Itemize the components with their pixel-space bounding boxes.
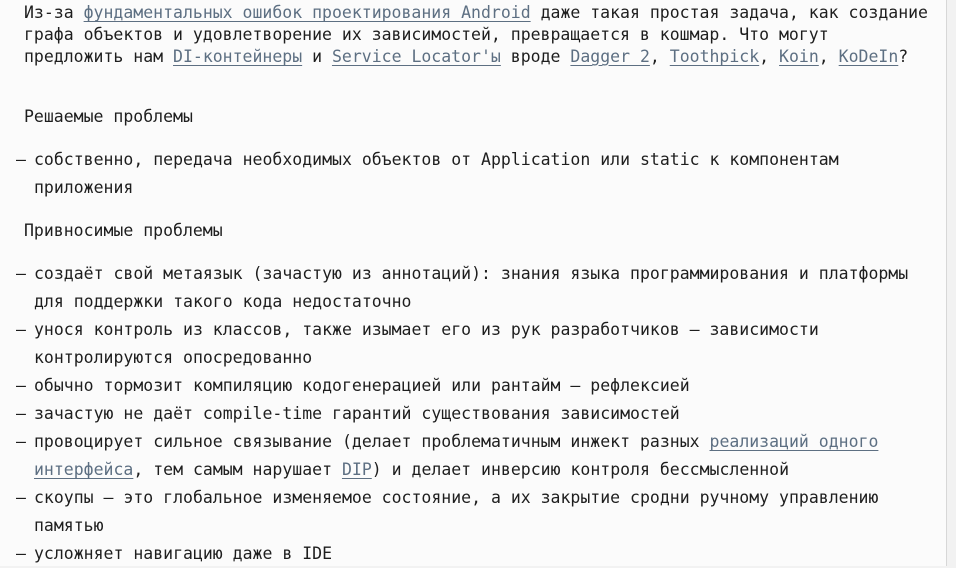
list-item: – собственно, передача необходимых объектов от Application или static к компонентам приложения [16, 146, 936, 202]
solved-problems-heading: Решаемые проблемы [24, 107, 193, 126]
list-item: – создаёт свой метаязык (зачастую из аннотаций): знания языка программирования и платформы для поддержки такого кода недостаточно [16, 260, 936, 316]
link-dagger-2[interactable]: Dagger 2 [570, 47, 650, 66]
dash-marker: – [16, 150, 26, 169]
intro-text: , [649, 47, 670, 66]
list-item: – усложняет навигацию даже в IDE [16, 540, 936, 568]
dash-marker: – [16, 320, 26, 339]
list-item: – унося контроль из классов, также изымает его из рук разработчиков — зависимости контролируются опосредованно [16, 316, 936, 372]
link-service-locators[interactable]: Service Locator'ы [331, 47, 501, 66]
dash-marker: – [16, 544, 26, 563]
intro-text: и [302, 47, 332, 66]
intro-text: , [818, 47, 839, 66]
link-koin[interactable]: Koin [779, 47, 819, 66]
introduced-problems-list [16, 260, 936, 568]
introduced-problems-heading: Привносимые проблемы [24, 221, 223, 240]
dash-marker: – [16, 264, 26, 283]
dash-marker: – [16, 432, 26, 451]
link-multiple-implementations[interactable]: реализаций одного интерфейса [34, 432, 879, 479]
intro-text: вроде [500, 47, 571, 66]
intro-paragraph [24, 2, 934, 68]
link-di-containers[interactable]: DI-контейнеры [173, 47, 303, 66]
intro-text: Из-за [24, 3, 84, 22]
link-dip[interactable]: DIP [341, 460, 372, 479]
intro-text: ? [898, 47, 909, 66]
dash-marker: – [16, 488, 26, 507]
link-android-design-flaws[interactable]: фундаментальных ошибок проектирования Android [83, 3, 531, 22]
list-item: – зачастую не даёт compile-time гарантий существования зависимостей [16, 400, 936, 428]
dash-marker: – [16, 376, 26, 395]
intro-text: даже такая простая задача, как создание графа объектов и удовлетворение их зависимостей, превращается в кошмар. Что могут предложить нам [24, 3, 928, 66]
link-toothpick[interactable]: Toothpick [669, 47, 760, 66]
list-item: – обычно тормозит компиляцию кодогенерацией или рантайм — рефлексией [16, 372, 936, 400]
list-item: – скоупы — это глобальное изменяемое состояние, а их закрытие сродни ручному управлению памятью [16, 484, 936, 540]
solved-problems-list [16, 146, 936, 202]
link-kodein[interactable]: KoDeIn [838, 47, 899, 66]
dash-marker: – [16, 404, 26, 423]
intro-text: , [759, 47, 780, 66]
list-item: – провоцирует сильное связывание (делает проблематичным инжект разных реализаций одного интерфейса, тем самым нарушает DIP) и делает инверсию контроля бессмысленной [16, 428, 936, 484]
